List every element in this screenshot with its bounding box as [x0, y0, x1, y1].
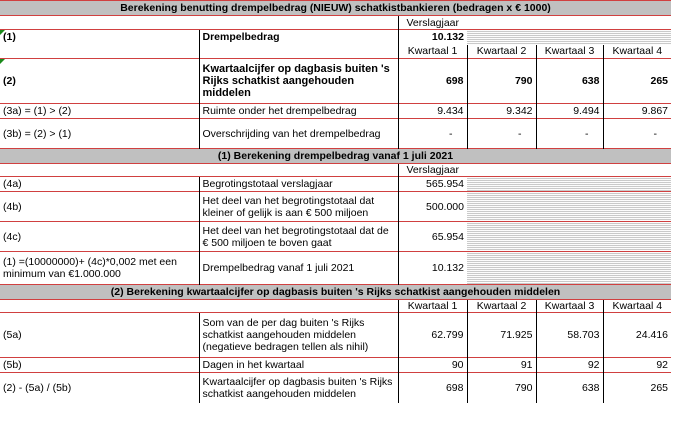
q1-value: 62.799 [398, 313, 467, 358]
q3-value: 638 [536, 59, 603, 104]
row-description: Kwartaalcijfer op dagbasis buiten 's Rijks schatkist aangehouden middelen [199, 59, 398, 104]
row-description: Begrotingstotaal verslagjaar [199, 177, 398, 192]
row-label: (1) [0, 30, 199, 45]
quarter-4-header: Kwartaal 4 [603, 300, 671, 313]
quarter-4-header: Kwartaal 4 [603, 45, 671, 59]
q1-value: 698 [398, 59, 467, 104]
q3-value: 638 [536, 373, 603, 403]
row-description: Kwartaalcijfer op dagbasis buiten 's Rijks schatkist aangehouden middelen [199, 373, 398, 403]
q3-value: - [536, 119, 603, 149]
row-label: (5a) [0, 313, 199, 358]
quarter-2-header: Kwartaal 2 [467, 45, 536, 59]
drempelbedrag-value: 10.132 [398, 30, 467, 45]
q4-value: 24.416 [603, 313, 671, 358]
row-3b-overschrijding [0, 119, 671, 149]
row-label: (3b) = (2) > (1) [0, 119, 199, 149]
row-4c [0, 222, 671, 252]
quarter-1-header: Kwartaal 1 [398, 300, 467, 313]
q2-value: - [467, 119, 536, 149]
q4-value: - [603, 119, 671, 149]
q2-value: 9.342 [467, 104, 536, 119]
row-description: Drempelbedrag [199, 30, 398, 45]
shaded-area [467, 192, 671, 222]
q2-value: 91 [467, 358, 536, 373]
row-4a [0, 177, 671, 192]
row-label: (2) - (5a) / (5b) [0, 373, 199, 403]
verslagjaar-header: Verslagjaar [398, 16, 467, 30]
q2-value: 71.925 [467, 313, 536, 358]
row-description: Overschrijding van het drempelbedrag [199, 119, 398, 149]
section-1-title: (1) Berekening drempelbedrag vanaf 1 juli 2021 [0, 149, 671, 164]
row-label: (4c) [0, 222, 199, 252]
q1-value: 90 [398, 358, 467, 373]
row-label: (5b) [0, 358, 199, 373]
row-1-drempelbedrag [0, 30, 671, 45]
q4-value: 265 [603, 373, 671, 403]
row-5b [0, 358, 671, 373]
row-1-formula [0, 252, 671, 285]
row-description: Dagen in het kwartaal [199, 358, 398, 373]
begrotingstotaal-value: 565.954 [398, 177, 467, 192]
deel-kleiner-value: 500.000 [398, 192, 467, 222]
shaded-area [467, 177, 671, 192]
row-3a-ruimte [0, 104, 671, 119]
row-5a [0, 313, 671, 358]
q3-value: 9.494 [536, 104, 603, 119]
q3-value: 58.703 [536, 313, 603, 358]
row-2-kwartaalcijfer [0, 59, 671, 104]
section-2-quarter-header-row [0, 300, 671, 313]
row-description: Het deel van het begrotingstotaal dat de € 500 miljoen te boven gaat [199, 222, 398, 252]
q4-value: 9.867 [603, 104, 671, 119]
q4-value: 92 [603, 358, 671, 373]
row-2-formula [0, 373, 671, 403]
row-label: (4a) [0, 177, 199, 192]
row-label: (3a) = (1) > (2) [0, 104, 199, 119]
quarter-3-header: Kwartaal 3 [536, 300, 603, 313]
row-label: (4b) [0, 192, 199, 222]
row-description: Drempelbedrag vanaf 1 juli 2021 [199, 252, 398, 285]
row-description: Het deel van het begrotingstotaal dat kleiner of gelijk is aan € 500 miljoen [199, 192, 398, 222]
row-4b [0, 192, 671, 222]
verslagjaar-header-row [0, 16, 671, 30]
quarter-3-header: Kwartaal 3 [536, 45, 603, 59]
section-1-header-row [0, 149, 671, 164]
verslagjaar-header: Verslagjaar [398, 164, 467, 177]
section-1-verslagjaar-row [0, 164, 671, 177]
q3-value: 92 [536, 358, 603, 373]
section-2-header-row [0, 285, 671, 300]
deel-boven-value: 65.954 [398, 222, 467, 252]
quarter-header-row [0, 45, 671, 59]
title-row [0, 1, 671, 16]
row-label: (1) =(10000000)+ (4c)*0,002 met een minimum van €1.000.000 [0, 252, 199, 285]
row-label: (2) [0, 59, 199, 104]
quarter-1-header: Kwartaal 1 [398, 45, 467, 59]
row-description: Som van de per dag buiten 's Rijks schatkist aangehouden middelen (negatieve bedragen tellen als nihil) [199, 313, 398, 358]
q2-value: 790 [467, 59, 536, 104]
shaded-area [467, 30, 671, 45]
quarter-2-header: Kwartaal 2 [467, 300, 536, 313]
shaded-area [467, 252, 671, 285]
row-description: Ruimte onder het drempelbedrag [199, 104, 398, 119]
shaded-area [467, 222, 671, 252]
q1-value: 9.434 [398, 104, 467, 119]
q2-value: 790 [467, 373, 536, 403]
section-2-title: (2) Berekening kwartaalcijfer op dagbasis buiten 's Rijks schatkist aangehouden middelen [0, 285, 671, 300]
drempelbedrag-value: 10.132 [398, 252, 467, 285]
q1-value: 698 [398, 373, 467, 403]
sheet-title: Berekening benutting drempelbedrag (NIEUW) schatkistbankieren (bedragen x € 1000) [0, 1, 671, 16]
q4-value: 265 [603, 59, 671, 104]
q1-value: - [398, 119, 467, 149]
